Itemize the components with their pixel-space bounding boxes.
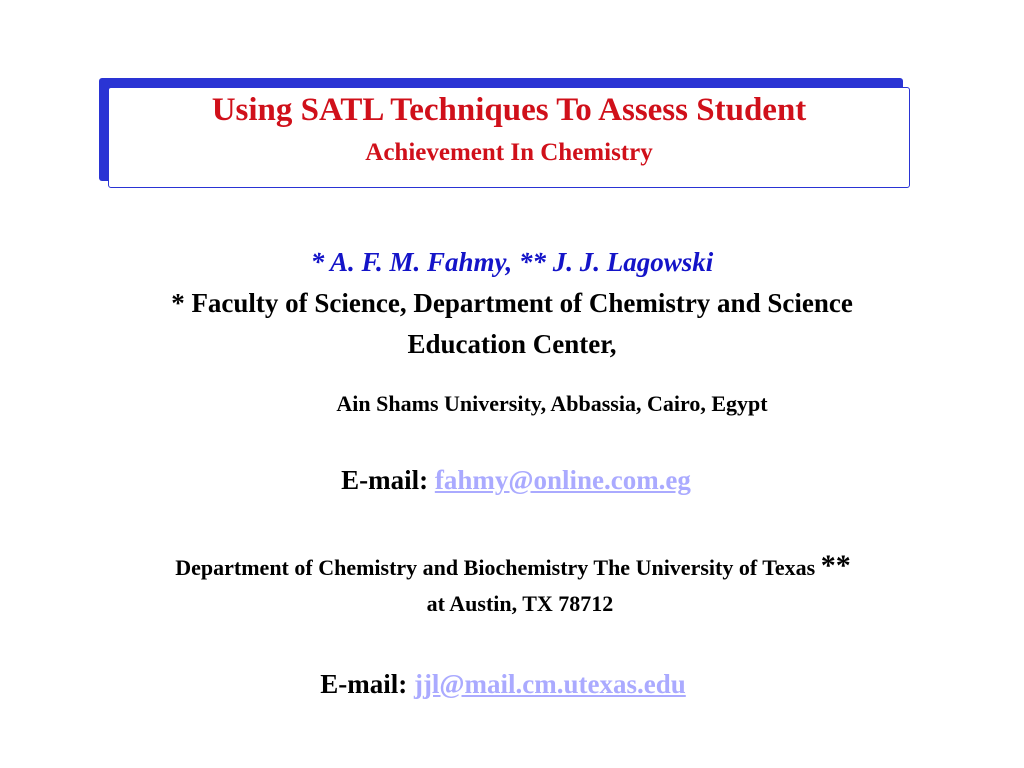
- affiliation-2-line-2: at Austin, TX 78712: [426, 591, 614, 616]
- title-box: [108, 87, 910, 188]
- affiliation-1-university: Ain Shams University, Abbassia, Cairo, Egypt: [336, 391, 768, 416]
- title-line-1: Using SATL Techniques To Assess Student: [211, 92, 807, 128]
- affiliation-1-line-2: Education Center,: [407, 329, 617, 359]
- email-2-label: E-mail:: [320, 669, 408, 699]
- email-1-link[interactable]: fahmy@online.com.eg: [434, 465, 691, 495]
- affiliation-2-stars: **: [820, 549, 851, 582]
- authors: * A. F. M. Fahmy, ** J. J. Lagowski: [310, 247, 714, 277]
- email-2-link[interactable]: jjl@mail.cm.utexas.edu: [413, 669, 686, 699]
- email-1-row: [4, 464, 1024, 496]
- affiliation-1-line-1: * Faculty of Science, Department of Chemistry and Science: [171, 288, 853, 318]
- affiliation-2-line-1: [1, 549, 1024, 585]
- title-line-2: Achievement In Chemistry: [365, 139, 653, 166]
- affiliation-2-dept: Department of Chemistry and Biochemistry The University of Texas: [175, 555, 816, 580]
- email-2-row: [0, 668, 1015, 700]
- email-1-label: E-mail:: [341, 465, 429, 495]
